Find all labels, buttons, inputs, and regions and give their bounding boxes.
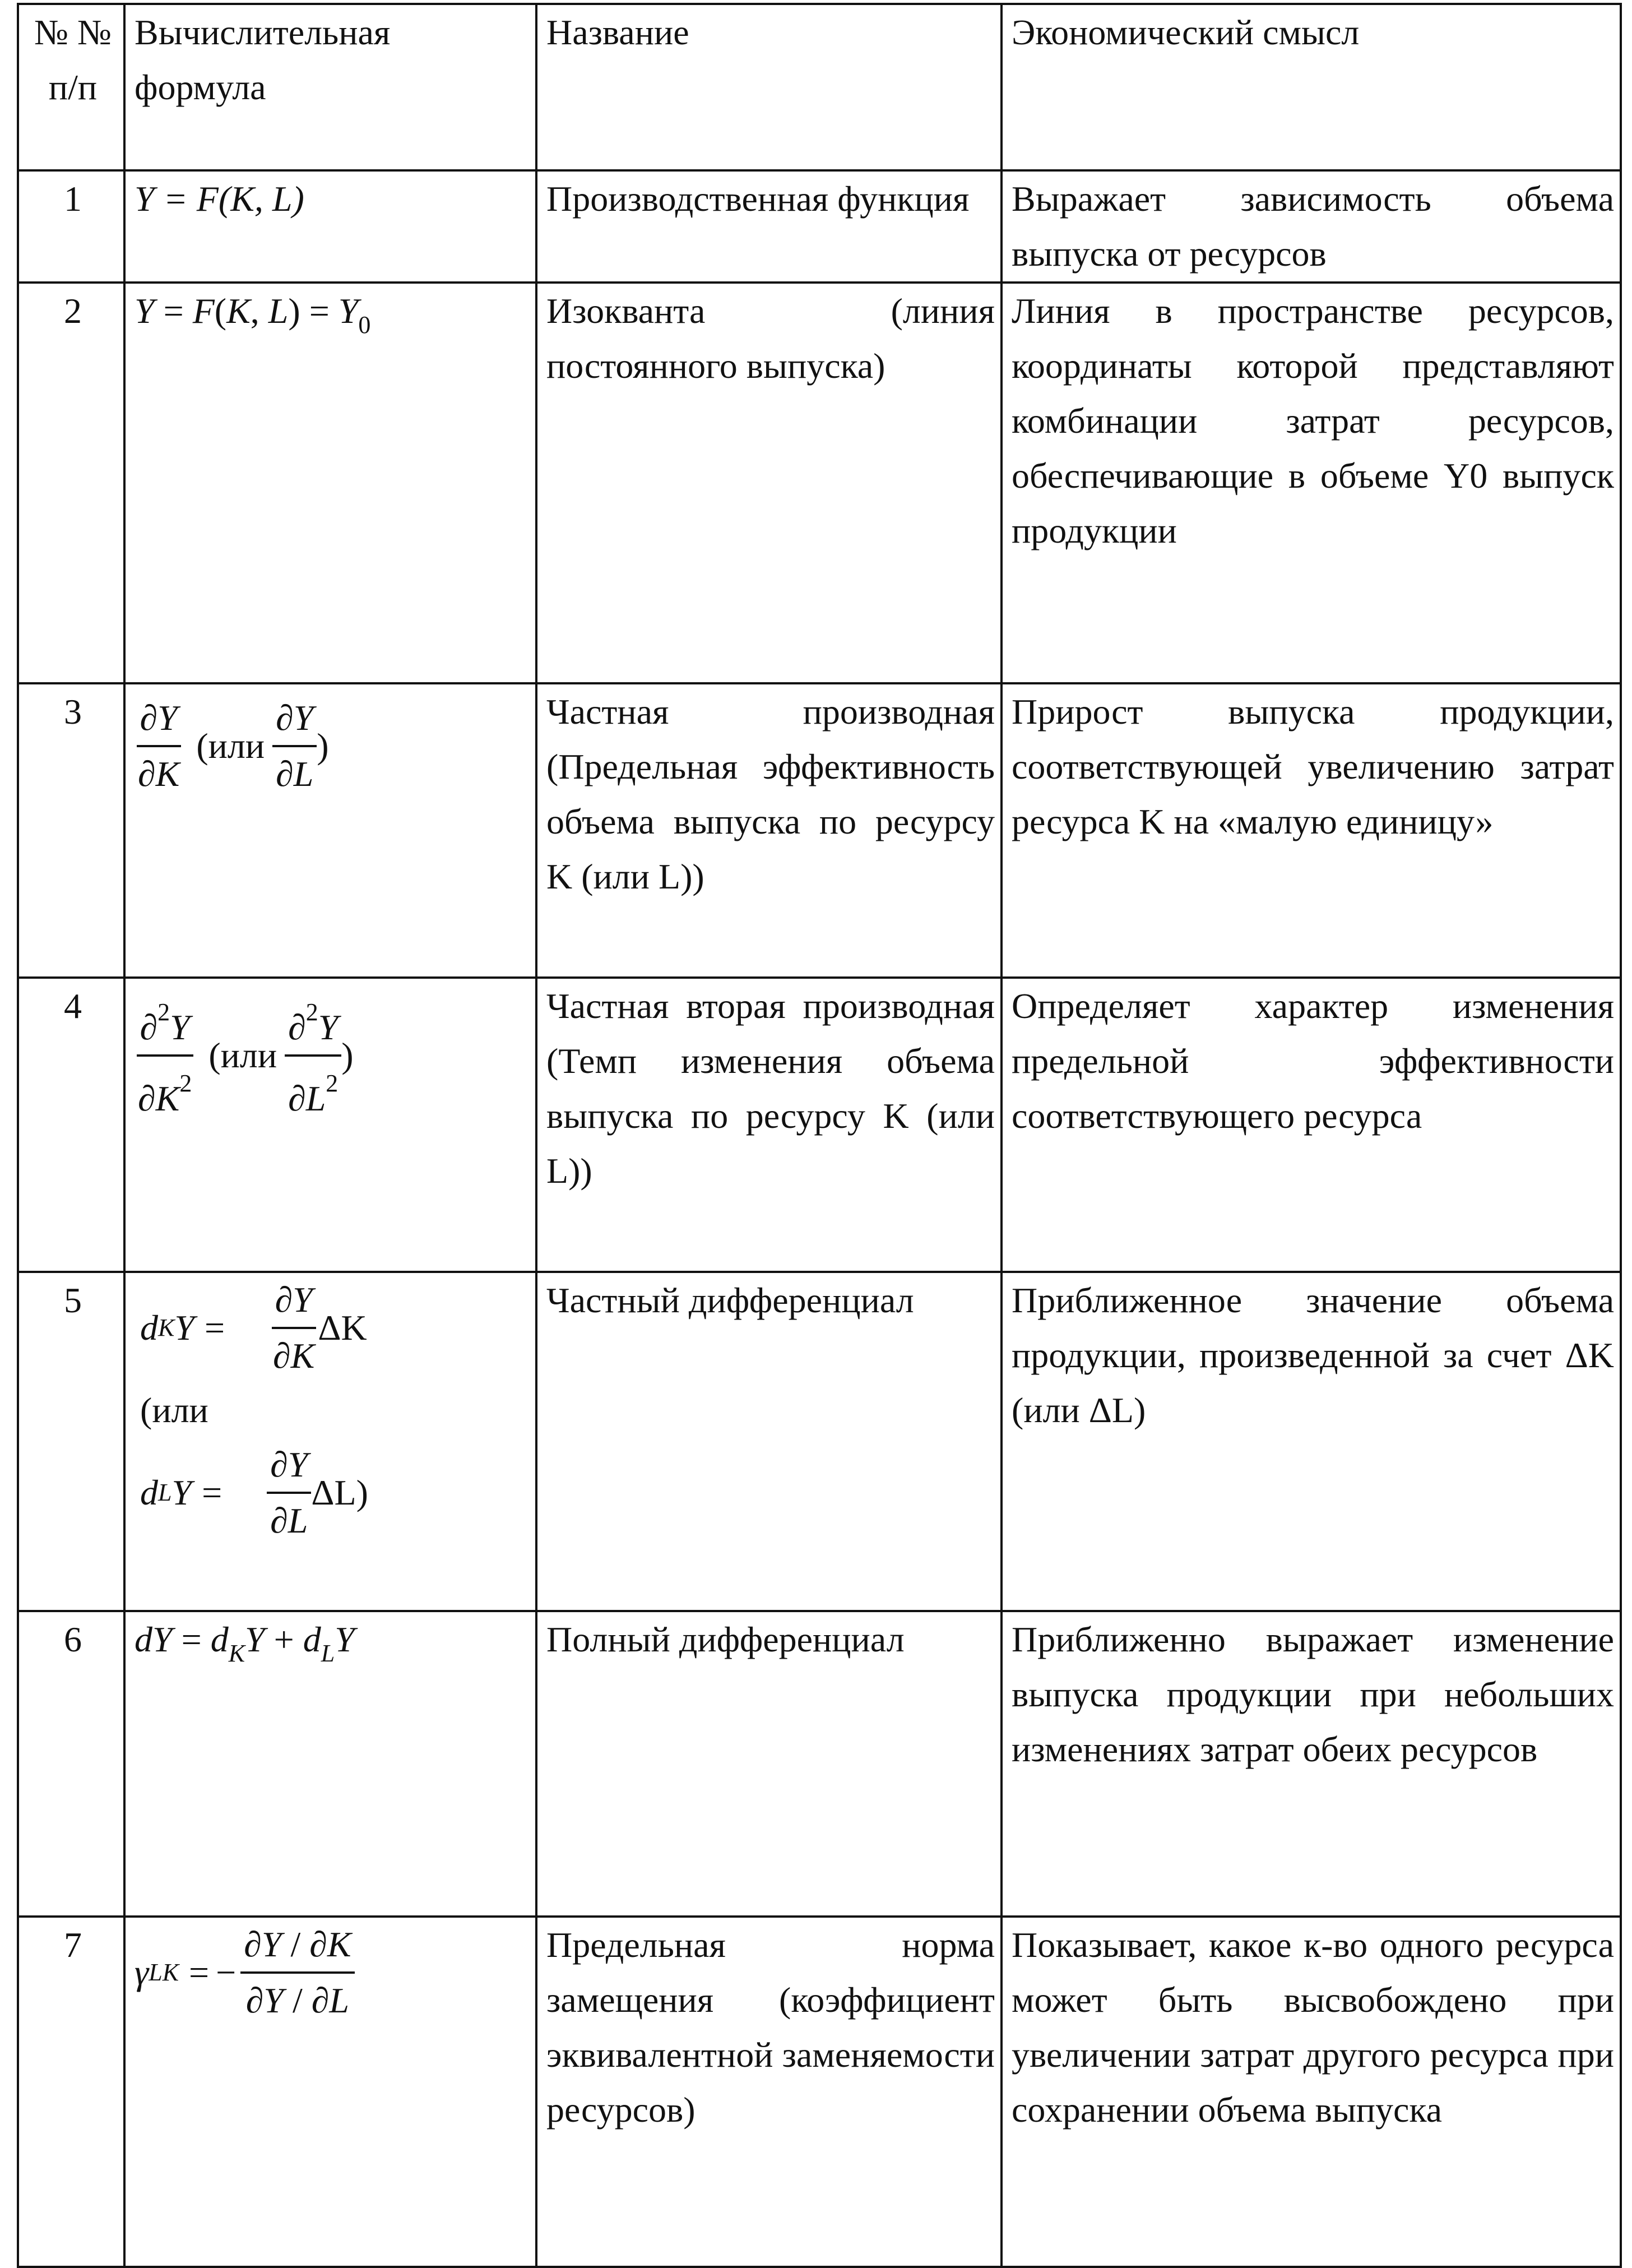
name-cell: Производственная функция [536,170,1002,283]
formula-expression: γ LK = − $\frac{\partial Y / \partial K}{\partial Y / \partial L}$ [135,1918,530,2028]
meaning-cell: Линия в пространстве ресурсов, координаты которой представляют комбинации затрат ресурсов, обеспечивающие в объеме Y0 выпуск продукции [1002,283,1621,683]
row-number: 6 [18,1611,124,1917]
fraction: $\frac{\partial Y}{\partial K}$ [135,691,183,801]
formula-expression: $\frac{\partial^2Y}{\partial K^2}$ (или $\frac{\partial^2Y}{\partial L^2}$ ) [135,985,530,1126]
formula-cell [124,1272,536,1611]
header-meaning: Экономический смысл [1002,4,1621,170]
header-name: Название [536,4,1002,170]
header-row [18,4,1621,170]
formula-cell [124,978,536,1272]
row-number: 7 [18,1917,124,2267]
fraction: $\frac{\partial Y}{\partial L}$ [267,1438,311,1548]
row-number: 3 [18,683,124,978]
formula-line: d K Y = $\frac{\partial Y}{\partial K}$ ΔK [140,1273,530,1383]
formula-expression: dY = $d_KY + d_LY$ [135,1619,355,1667]
formula-line: (или [140,1390,208,1430]
formula-cell [124,683,536,978]
formula-expression: $\frac{\partial Y}{\partial K}$ (или $\frac{\partial Y}{\partial L}$ ) [135,691,530,801]
name-cell: Предельная норма замещения (коэффициент эквивалентной заменяемости ресурсов) [536,1917,1002,2267]
row-number: 2 [18,283,124,683]
formula-cell [124,1611,536,1917]
formula-cell [124,170,536,283]
header-num: № № п/п [18,4,124,170]
meaning-cell: Выражает зависимость объема выпуска от ресурсов [1002,170,1621,283]
formula-cell [124,1917,536,2267]
fraction: $\frac{\partial Y}{\partial K}$ [270,1273,318,1383]
fraction: $\frac{\partial^2Y}{\partial K^2}$ [135,985,195,1126]
table-row [18,1917,1621,2267]
fraction: $\frac{\partial Y}{\partial L}$ [272,691,317,801]
name-cell: Частная вторая производная (Темп изменения объема выпуска по ресурсу K (или L)) [536,978,1002,1272]
name-cell: Изокванта (линия постоянного выпуска) [536,283,1002,683]
header-formula: Вычислительная формула [124,4,536,170]
meaning-cell: Приближенно выражает изменение выпуска продукции при небольших изменениях затрат обеих ресурсов [1002,1611,1621,1917]
fraction: $\frac{\partial^2Y}{\partial L^2}$ [285,985,341,1126]
meaning-cell: Прирост выпуска продукции, соответствующей увеличению затрат ресурса K на «малую единицу» [1002,683,1621,978]
formula-expression: Y = F(K, L) [135,179,304,219]
table-row [18,1611,1621,1917]
meaning-cell: Определяет характер изменения предельной эффективности соответствующего ресурса [1002,978,1621,1272]
row-number: 5 [18,1272,124,1611]
meaning-cell: Показывает, какое к-во одного ресурса может быть высвобождено при увеличении затрат другого ресурса при сохранении объема выпуска [1002,1917,1621,2267]
name-cell: Частный дифференциал [536,1272,1002,1611]
table-row [18,283,1621,683]
fraction: $\frac{\partial Y / \partial K}{\partial Y / \partial L}$ [240,1918,354,2028]
name-cell: Полный дифференциал [536,1611,1002,1917]
table-row [18,978,1621,1272]
formula-table [17,3,1622,2268]
row-number: 4 [18,978,124,1272]
meaning-cell: Приближенное значение объема продукции, произведенной за счет ΔK (или ΔL) [1002,1272,1621,1611]
table-row [18,170,1621,283]
row-number: 1 [18,170,124,283]
formula-line: d L Y = $\frac{\partial Y}{\partial L}$ ΔL ) [140,1438,530,1548]
name-cell: Частная производная (Предельная эффективность объема выпуска по ресурсу K (или L)) [536,683,1002,978]
formula-expression: Y = F(K, $L) = Y_0$ [135,291,371,339]
table-row [18,683,1621,978]
formula-cell [124,283,536,683]
table-row [18,1272,1621,1611]
